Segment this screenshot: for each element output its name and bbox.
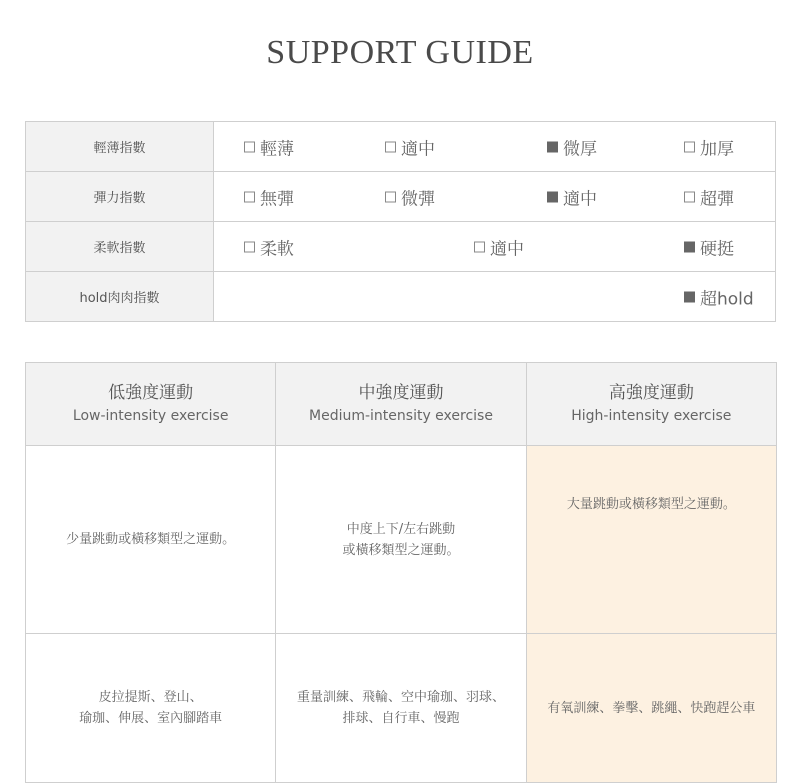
option-label: 柔軟	[260, 239, 294, 259]
header-zh: 低強度運動	[108, 383, 194, 403]
description-high	[526, 446, 776, 634]
option-no-stretch	[244, 184, 294, 209]
option-label: 硬挺	[700, 239, 734, 259]
checkbox-icon	[244, 141, 255, 152]
option-label: 適中	[563, 189, 597, 209]
option-label: 適中	[490, 239, 524, 259]
index-options	[214, 222, 776, 272]
checkbox-checked-icon	[684, 241, 695, 252]
checkbox-checked-icon	[684, 291, 695, 302]
checkbox-icon	[474, 241, 485, 252]
option-super-hold	[684, 284, 754, 309]
checkbox-icon	[244, 241, 255, 252]
exercise-intensity-table	[25, 362, 777, 783]
cell-line: 皮拉提斯、登山、	[98, 690, 203, 705]
option-stiff	[684, 234, 734, 259]
header-en: High-intensity exercise	[571, 408, 732, 424]
option-medium	[474, 234, 524, 259]
checkbox-icon	[684, 191, 695, 202]
header-zh: 高強度運動	[608, 383, 694, 403]
description-medium	[276, 446, 526, 634]
option-super-stretch	[684, 184, 734, 209]
header-en: Low-intensity exercise	[72, 408, 229, 424]
option-label: 微彈	[401, 189, 435, 209]
header-en: Medium-intensity exercise	[309, 408, 493, 424]
option-medium	[385, 134, 435, 159]
index-row-hold	[26, 272, 776, 322]
cell-line: 排球、自行車、慢跑	[342, 711, 460, 726]
cell-line: 重量訓練、飛輪、空中瑜珈、羽球、	[296, 690, 505, 705]
index-row-elasticity	[26, 172, 776, 222]
option-label: 超彈	[700, 189, 734, 209]
cell-line: 大量跳動或橫移類型之運動。	[566, 497, 736, 512]
header-high-intensity	[526, 363, 776, 446]
intensity-header-row	[26, 363, 777, 446]
option-soft	[244, 234, 294, 259]
description-low	[26, 446, 276, 634]
cell-line: 中度上下/左右跳動	[346, 521, 456, 537]
index-options	[214, 172, 776, 222]
fabric-index-table	[25, 121, 776, 322]
option-medium	[547, 184, 597, 209]
header-medium-intensity	[276, 363, 526, 446]
cell-line: 有氧訓練、拳擊、跳繩、快跑趕公車	[547, 700, 756, 716]
index-options	[214, 272, 776, 322]
checkbox-icon	[385, 141, 396, 152]
checkbox-icon	[244, 191, 255, 202]
option-slightly-thick	[547, 134, 597, 159]
index-label: hold肉肉指數	[26, 272, 214, 322]
header-zh: 中強度運動	[358, 383, 444, 403]
index-options	[214, 122, 776, 172]
checkbox-icon	[684, 141, 695, 152]
page-title: SUPPORT GUIDE	[266, 34, 534, 71]
examples-low	[26, 634, 276, 783]
cell-line: 瑜珈、伸展、室內腳踏車	[79, 711, 223, 726]
index-label: 輕薄指數	[26, 122, 214, 172]
examples-medium	[276, 634, 526, 783]
header-low-intensity	[26, 363, 276, 446]
index-label: 柔軟指數	[26, 222, 214, 272]
option-label: 適中	[401, 139, 435, 159]
index-row-thickness	[26, 122, 776, 172]
option-slight-stretch	[385, 184, 435, 209]
checkbox-checked-icon	[547, 191, 558, 202]
cell-line: 或橫移類型之運動。	[342, 542, 460, 558]
option-thin	[244, 134, 294, 159]
option-thick	[684, 134, 734, 159]
description-row	[26, 446, 777, 634]
checkbox-checked-icon	[547, 141, 558, 152]
option-label: 無彈	[260, 189, 294, 209]
option-label: 輕薄	[260, 139, 294, 159]
examples-row	[26, 634, 777, 783]
cell-line: 少量跳動或橫移類型之運動。	[66, 532, 236, 547]
option-label: 微厚	[563, 139, 597, 159]
index-label: 彈力指數	[26, 172, 214, 222]
examples-high	[526, 634, 776, 783]
index-row-softness	[26, 222, 776, 272]
option-label: 超hold	[700, 289, 754, 309]
checkbox-icon	[385, 191, 396, 202]
option-label: 加厚	[700, 139, 734, 159]
